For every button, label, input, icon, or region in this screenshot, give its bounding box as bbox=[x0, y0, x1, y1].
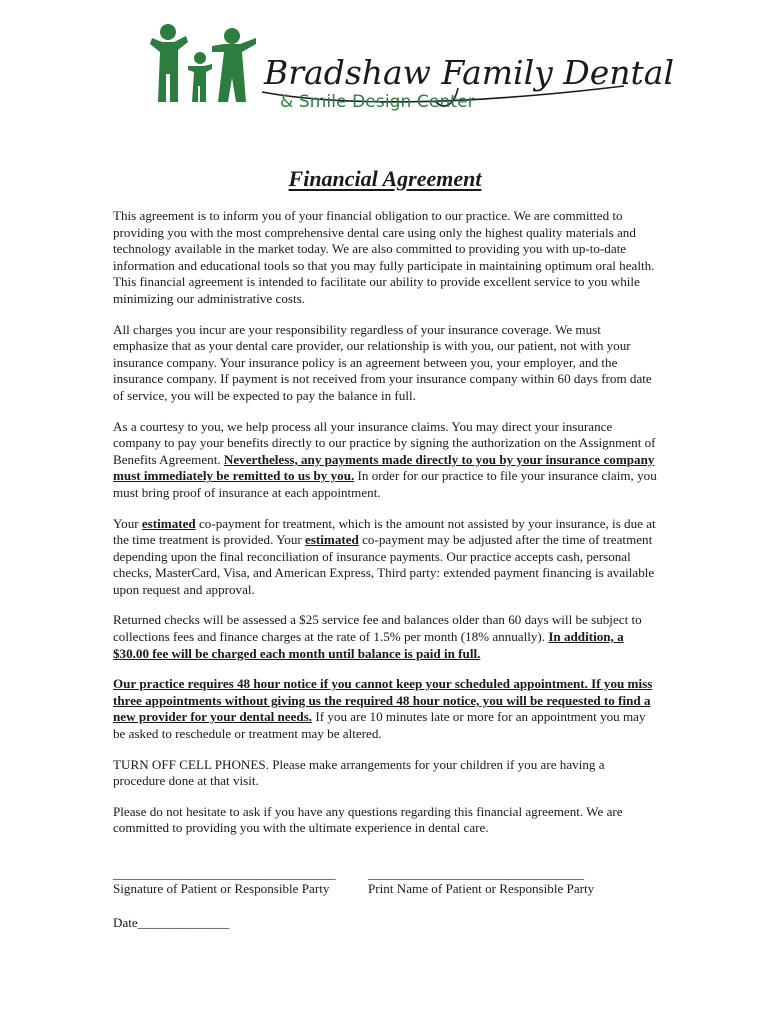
text-span: co-payment for treatment, which is the amount not assisted by your insurance, is due at the time treatment is provided. Your bbox=[113, 515, 656, 548]
text-span: As a courtesy to you, we help process all your insurance claims. You may direct your insurance company to pay your benefits directly to our practice by signing the authorization on the Assignment of Benefits Agreement. bbox=[113, 418, 656, 467]
print-name-line[interactable]: _________________________________ bbox=[368, 866, 585, 881]
document-title: Financial Agreement bbox=[288, 166, 482, 191]
agreement-body bbox=[113, 208, 659, 851]
family-figures-icon bbox=[148, 22, 258, 104]
emphasis-text: estimated bbox=[141, 515, 196, 531]
text-span: Your bbox=[113, 515, 142, 531]
paragraph-copayment bbox=[113, 516, 659, 599]
signature-line[interactable]: __________________________________ bbox=[113, 866, 336, 881]
text-span: In order for our practice to file your insurance claim, you must bring proof of insurance at each appointment. bbox=[113, 468, 657, 500]
text-span: If you are 10 minutes late or more for an appointment you may be asked to reschedule or treatment may be altered. bbox=[113, 709, 646, 742]
paragraph-cell-phones: TURN OFF CELL PHONES. Please make arrangements for your children if you are having a procedure done at that visit. bbox=[113, 756, 605, 789]
text-span: Returned checks will be assessed a $25 service fee and balances older than 60 days will be subject to collections fees and finance charges at the rate of 1.5% per month (18% annually). bbox=[113, 612, 642, 645]
paragraph-responsibility: All charges you incur are your responsibility regardless of your insurance coverage. We must emphasize that as your dental care provider, our relationship is with you, our patient, not with your insurance company. Your insurance policy is an agreement between you, your employer, and the insurance company. If payment is not received from your insurance company within 60 days from date of service, you will be expected to pay the balance in full. bbox=[113, 321, 652, 403]
emphasis-text: Our practice requires 48 hour notice if you cannot keep your scheduled appointment. If you miss three appointments without giving us the required 48 hour notice, you will be requested to find a new provider for your dental needs. bbox=[113, 676, 653, 725]
signature-label: Signature of Patient or Responsible Party bbox=[113, 881, 330, 896]
date-field[interactable]: Date______________ bbox=[113, 915, 230, 930]
brand-tagline: & Smile Design Center bbox=[280, 92, 475, 112]
emphasis-text: Nevertheless, any payments made directly to you by your insurance company must immediately be remitted to us by you. bbox=[113, 451, 655, 484]
paragraph-questions: Please do not hesitate to ask if you have any questions regarding this financial agreement. We are committed to providing you with the ultimate experience in dental care. bbox=[113, 803, 623, 836]
text-span: co-payment may be adjusted after the time of treatment depending upon the final reconciliation of insurance payments. Our practice accepts cash, personal checks, MasterCard, Visa, and American Express, Third party: extended payment financing is available upon request and approval. bbox=[113, 532, 655, 597]
print-name-label: Print Name of Patient or Responsible Party bbox=[368, 881, 595, 896]
paragraph-intro: This agreement is to inform you of your financial obligation to our practice. We are committed to providing you with the most comprehensive dental care using only the highest quality materials and technology available in the market today. We are also committed to providing you with up-to-date information and educational tools so that you may fully participate in maintaining optimum oral health. This financial agreement is intended to facilitate our ability to provide excellent service to you while minimizing our administrative costs. bbox=[113, 208, 655, 306]
paragraph-appointment-policy bbox=[113, 676, 659, 742]
svg-text:Bradshaw Family Dental: Bradshaw Family Dental bbox=[264, 53, 675, 92]
emphasis-text: estimated bbox=[305, 532, 359, 548]
practice-logo bbox=[148, 22, 675, 122]
paragraph-insurance-claims bbox=[113, 419, 659, 502]
emphasis-text: In addition, a $30.00 fee will be charged each month until balance is paid in full. bbox=[113, 629, 624, 661]
paragraph-returned-checks bbox=[113, 612, 659, 662]
